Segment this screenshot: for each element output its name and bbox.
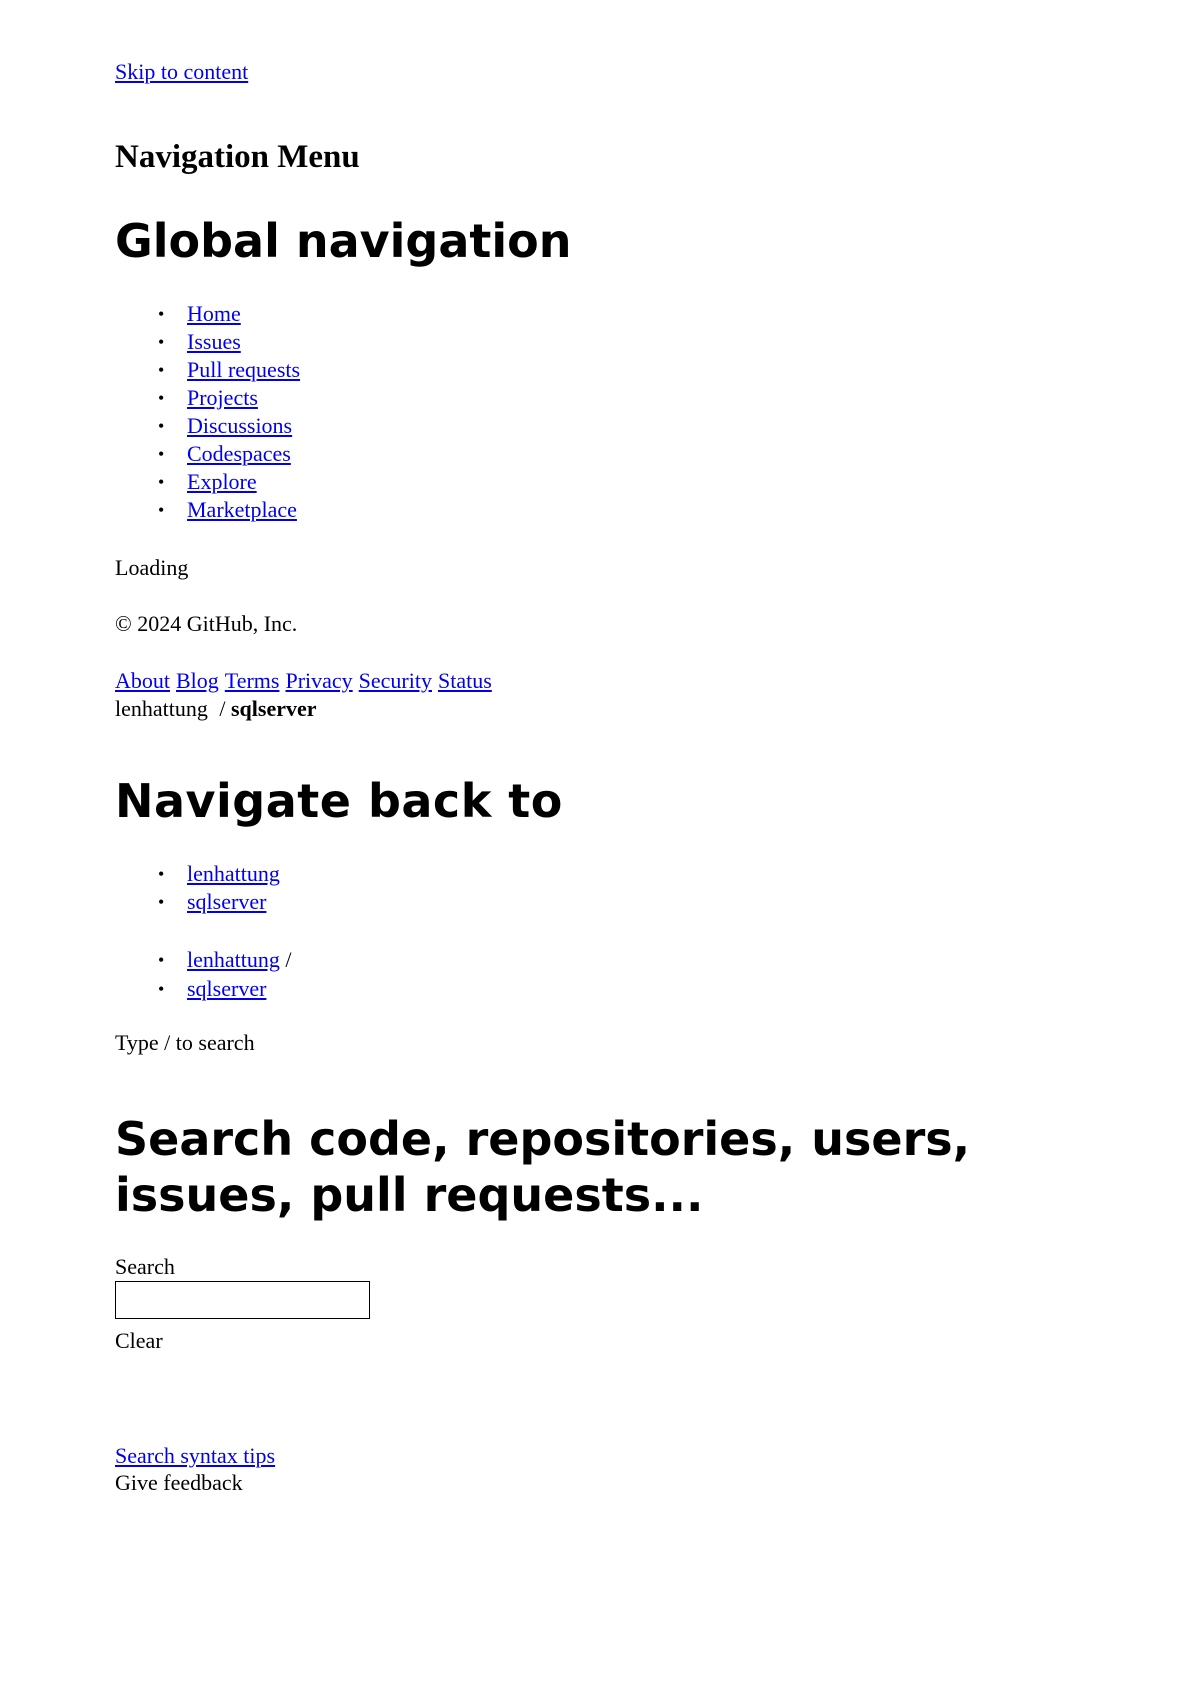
global-nav-item-explore [115, 468, 300, 496]
global-nav-item-pull-requests [115, 356, 300, 384]
search-hint-text[interactable]: Type / to search [115, 1030, 255, 1055]
give-feedback-button[interactable]: Give feedback [115, 1470, 243, 1495]
global-nav-item-discussions [115, 412, 300, 440]
repo-separator: / [219, 696, 226, 721]
global-nav-link-pull-requests[interactable]: Pull requests [187, 357, 301, 382]
global-nav-item-home [115, 300, 300, 328]
breadcrumb-list [115, 946, 292, 1003]
repo-owner-text: lenhattung [115, 696, 208, 721]
footer-link-status[interactable]: Status [438, 668, 492, 693]
search-syntax-tips-link[interactable]: Search syntax tips [115, 1443, 276, 1468]
breadcrumb-item-owner [115, 946, 292, 974]
breadcrumb-separator: / [285, 947, 292, 972]
footer-links [115, 667, 498, 695]
global-nav-item-codespaces [115, 440, 300, 468]
global-nav-item-marketplace [115, 496, 300, 524]
global-nav-link-discussions[interactable]: Discussions [187, 413, 293, 438]
navigate-back-heading: Navigate back to [115, 774, 563, 828]
breadcrumb-link-owner[interactable]: lenhattung [187, 947, 280, 972]
skip-to-content-link[interactable]: Skip to content [115, 59, 249, 84]
navigate-back-item-repo [115, 888, 280, 916]
search-dialog-heading: Search code, repositories, users, issues, pull requests... [115, 1112, 971, 1222]
footer-link-blog[interactable]: Blog [176, 668, 219, 693]
footer-link-security[interactable]: Security [358, 668, 432, 693]
global-nav-list [115, 300, 300, 524]
global-nav-link-codespaces[interactable]: Codespaces [187, 441, 291, 466]
global-nav-item-issues [115, 328, 300, 356]
loading-text: Loading [115, 555, 189, 580]
global-nav-link-projects[interactable]: Projects [187, 385, 258, 410]
navigate-back-list [115, 860, 280, 916]
navigate-back-link-owner[interactable]: lenhattung [187, 861, 280, 886]
breadcrumb-item-repo [115, 975, 292, 1003]
breadcrumb-link-repo[interactable]: sqlserver [187, 976, 267, 1001]
footer-link-privacy[interactable]: Privacy [285, 668, 353, 693]
global-nav-link-home[interactable]: Home [187, 301, 241, 326]
repo-breadcrumb [115, 695, 317, 723]
global-navigation-heading: Global navigation [115, 214, 572, 268]
search-input[interactable] [115, 1281, 370, 1319]
copyright-text: © 2024 GitHub, Inc. [115, 611, 298, 636]
navigation-menu-heading: Navigation Menu [115, 139, 360, 175]
global-nav-item-projects [115, 384, 300, 412]
repo-name-text: sqlserver [231, 696, 317, 721]
global-nav-link-issues[interactable]: Issues [187, 329, 241, 354]
footer-link-terms[interactable]: Terms [224, 668, 280, 693]
global-nav-link-explore[interactable]: Explore [187, 469, 257, 494]
navigate-back-item-owner [115, 860, 280, 888]
footer-link-about[interactable]: About [115, 668, 170, 693]
clear-search-button[interactable]: Clear [115, 1328, 163, 1353]
global-nav-link-marketplace[interactable]: Marketplace [187, 497, 297, 522]
search-label: Search [115, 1254, 175, 1279]
navigate-back-link-repo[interactable]: sqlserver [187, 889, 267, 914]
